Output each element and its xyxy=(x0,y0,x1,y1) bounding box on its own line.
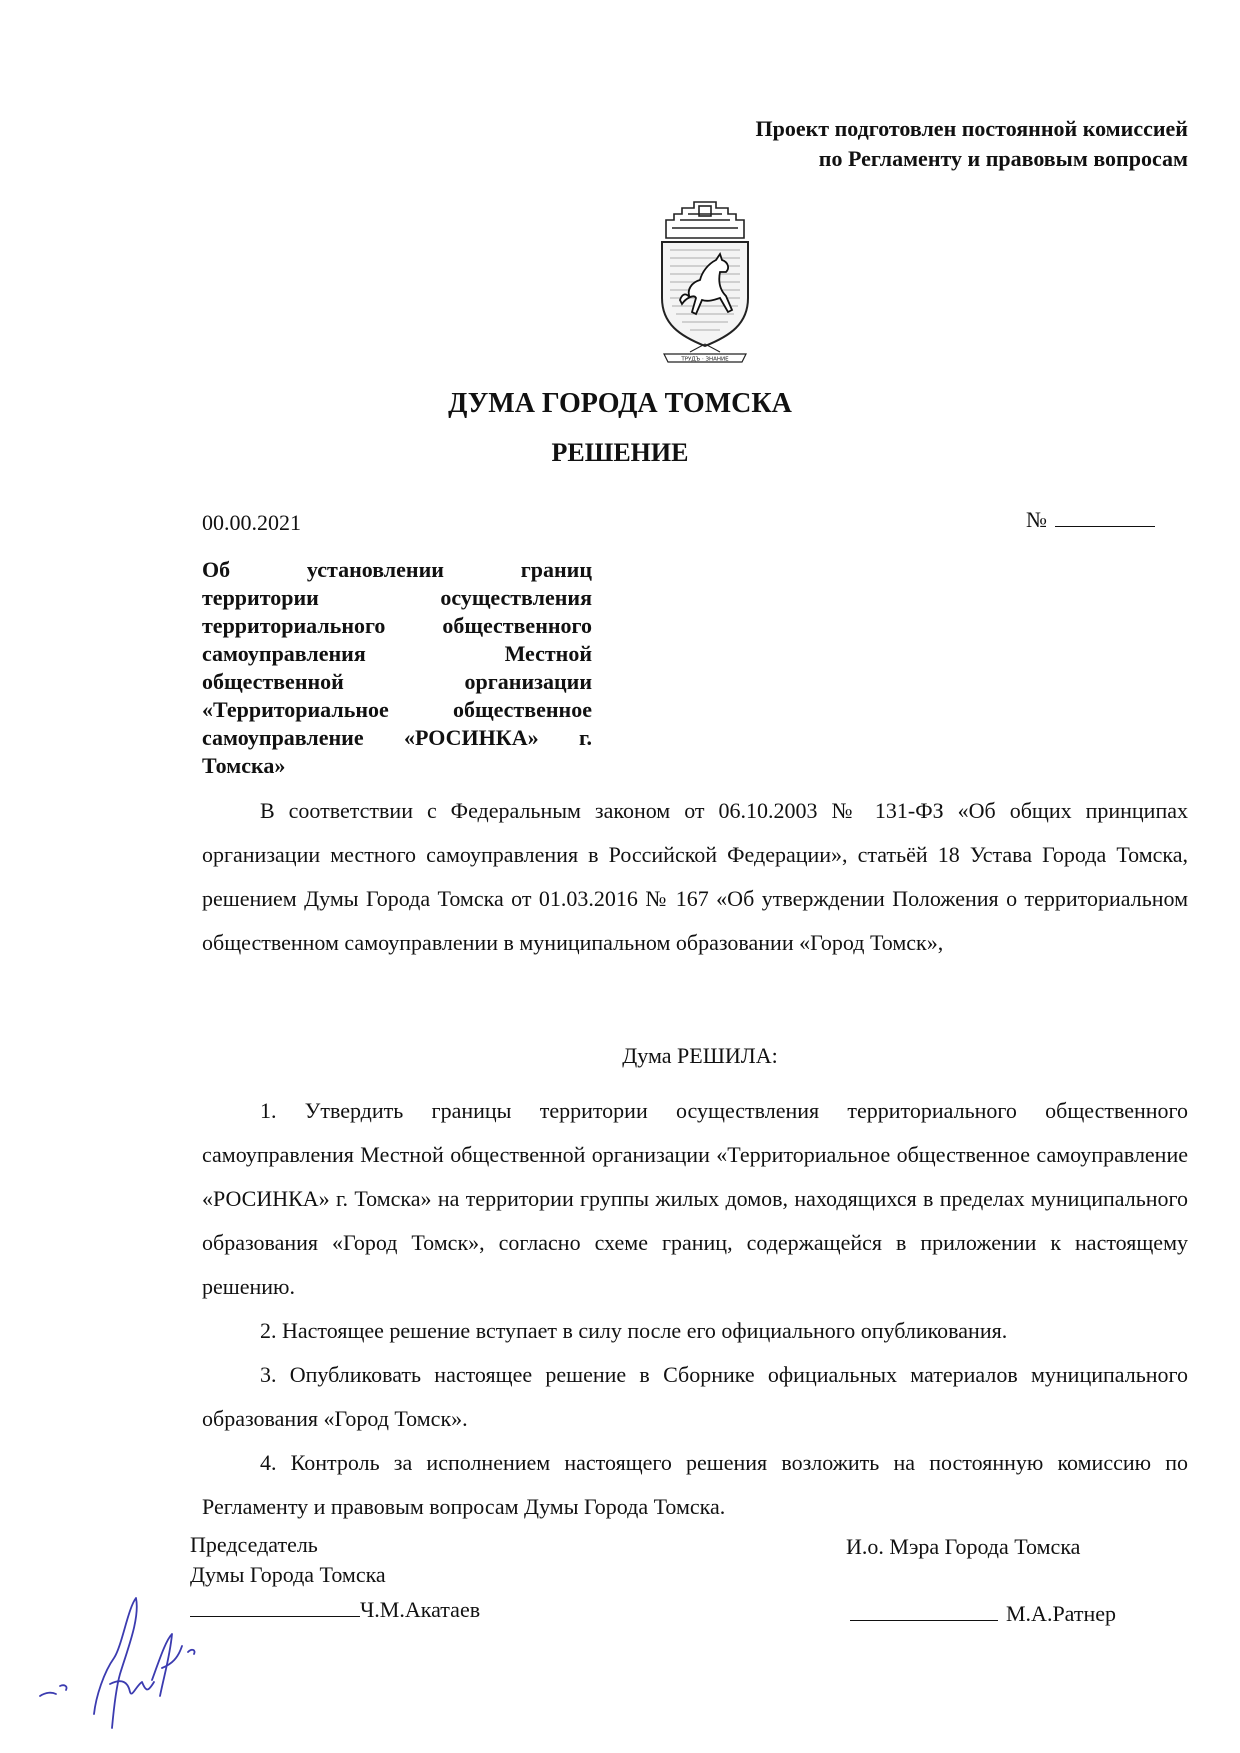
mayor-title: И.о. Мэра Города Томска xyxy=(846,1534,1081,1559)
decision-item-4: 4. Контроль за исполнением настоящего решения возложить на постоянную комиссию по Регламенту и правовым вопросам Думы Города Томска. xyxy=(202,1450,1188,1519)
decision-items xyxy=(202,1089,1188,1529)
mayor-signature-line xyxy=(850,1598,1116,1627)
project-note xyxy=(628,114,1188,174)
decision-item-1: 1. Утвердить границы территории осуществления территориального общественного самоуправления Местной общественной организации «Территориальное общественное самоуправление «РОСИНКА» г. Томска» на территории группы жилых домов, находящихся в пределах муниципального образования «Город Томск», согласно схеме границ, содержащейся в приложении к настоящему решению. xyxy=(202,1098,1188,1299)
mayor-blank-line xyxy=(850,1598,998,1621)
subject-rest: территории осуществления территориального общественного самоуправления Местной общественной организации «Территориальное общественное самоуправление «РОСИНКА» г. Томска» xyxy=(202,585,592,778)
document-number xyxy=(1026,506,1155,533)
preamble xyxy=(202,789,1188,965)
chairman-title-line2: Думы Города Томска xyxy=(190,1562,386,1587)
subject-first-line: Об установлении границ xyxy=(202,557,592,582)
decision-item-2: 2. Настоящее решение вступает в силу после его официального опубликования. xyxy=(260,1318,1008,1343)
chairman-title xyxy=(190,1530,386,1590)
duma-title: ДУМА ГОРОДА ТОМСКА xyxy=(448,388,792,419)
handwritten-signature-icon xyxy=(32,1588,232,1738)
project-note-line2: по Регламенту и правовым вопросам xyxy=(818,146,1188,171)
tomsk-coat-of-arms-icon xyxy=(650,198,760,370)
emblem-motto: ТРУДЪ · ЗНАНИЕ xyxy=(681,356,729,363)
chairman-signature-line xyxy=(190,1594,480,1623)
mayor-name: М.А.Ратнер xyxy=(1006,1601,1117,1626)
number-label: № xyxy=(1026,507,1047,532)
preamble-text: В соответствии с Федеральным законом от 06.10.2003 № 131-ФЗ «Об общих принципах организации местного самоуправления в Российской Федерации», статьёй 18 Устава Города Томска, решением Думы Города Томска от 01.03.2016 № 167 «Об утверждении Положения о территориальном общественном самоуправлении в муниципальном образовании «Город Томск», xyxy=(202,798,1188,955)
decision-title: РЕШЕНИЕ xyxy=(551,438,689,467)
decision-item-3: 3. Опубликовать настоящее решение в Сборнике официальных материалов муниципального образования «Город Томск». xyxy=(202,1362,1188,1431)
document-date: 00.00.2021 xyxy=(202,510,301,535)
project-note-line1: Проект подготовлен постоянной комиссией xyxy=(755,116,1188,141)
number-blank-line xyxy=(1055,506,1155,527)
decision-subject xyxy=(202,556,592,780)
chairman-name: Ч.М.Акатаев xyxy=(360,1597,481,1622)
chairman-title-line1: Председатель xyxy=(190,1532,318,1557)
resolved-heading: Дума РЕШИЛА: xyxy=(622,1043,778,1068)
